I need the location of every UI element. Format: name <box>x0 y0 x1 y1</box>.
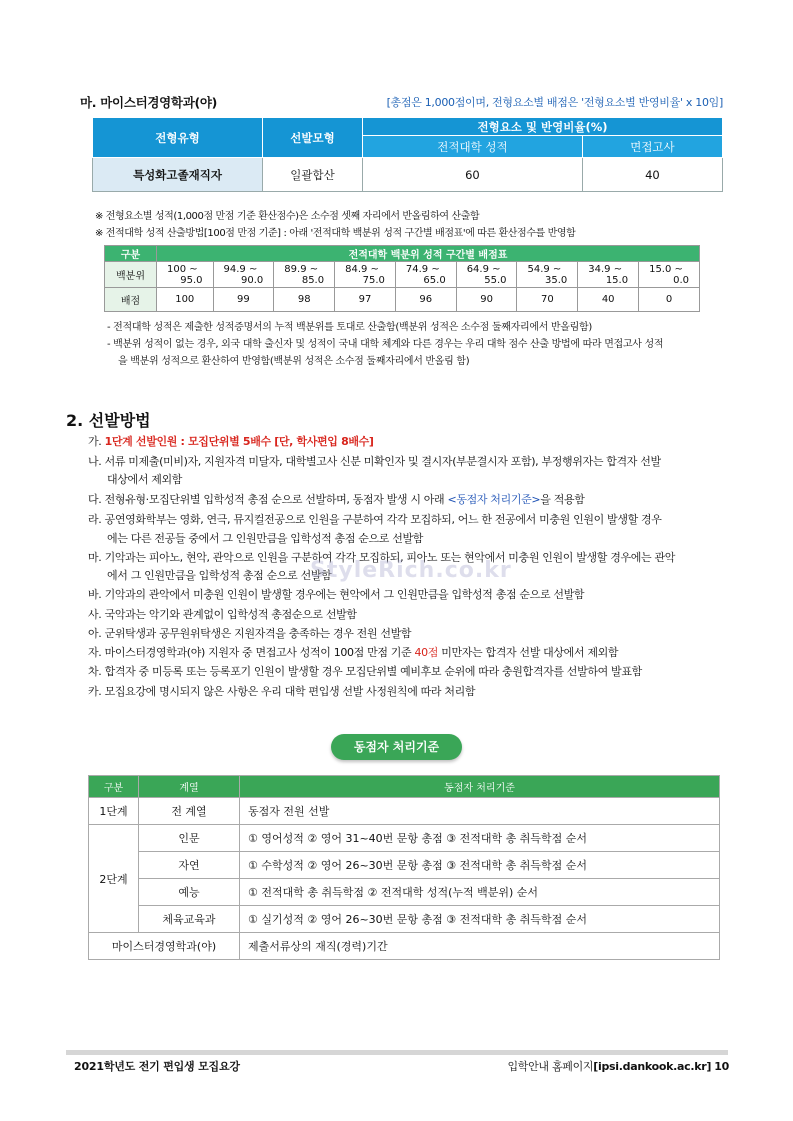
tie-rule: ① 실기성적 ② 영어 26~30번 문항 총점 ③ 전적대학 총 취득학점 순서 <box>240 906 720 933</box>
pct-score: 98 <box>274 288 335 312</box>
item-ra-cont: 에는 다른 전공들 중에서 그 인원만큼을 입학성적 총점 순으로 선발함 <box>107 532 424 545</box>
pct-range: 94.9 ~ 90.0 <box>213 262 274 288</box>
pct-range: 34.9 ~ 15.0 <box>578 262 639 288</box>
item-cha: 차. 합격자 중 미등록 또는 등록포기 인원이 발생할 경우 모집단위별 예비후보 순위에 따라 충원합격자를 선발하여 발표함 <box>88 665 642 678</box>
tie-rule-link[interactable]: <동점자 처리기준> <box>447 493 541 506</box>
page-number: 10 <box>714 1060 729 1073</box>
item-na-cont: 대상에서 제외함 <box>107 473 183 486</box>
tie-rule-badge: 동점자 처리기준 <box>331 734 462 760</box>
footer-divider <box>66 1050 728 1055</box>
pct-range: 15.0 ~ 0.0 <box>639 262 700 288</box>
note-calc-method: ※ 전적대학 성적 산출방법[100점 만점 기준] : 아래 '전적대학 백분위 성적 구간별 배점표'에 따른 환산점수를 반영함 <box>95 228 576 239</box>
tie-field: 예능 <box>139 879 240 906</box>
tie-stage: 1단계 <box>89 798 139 825</box>
interview-cutoff: 40점 <box>414 646 439 659</box>
item-ja: 자. 마이스터경영학과(야) 지원자 중 면접고사 성적이 100점 만점 기준 40점 미만자는 합격자 선발 대상에서 제외함 <box>88 646 619 659</box>
pct-score: 90 <box>456 288 517 312</box>
tie-header-gubun: 구분 <box>89 776 139 798</box>
score-table <box>92 117 723 192</box>
header-univ-grade: 전적대학 성적 <box>363 136 583 158</box>
header-model: 선발모형 <box>263 118 363 158</box>
item-da: 다. 전형유형·모집단위별 입학성적 총점 순으로 선발하며, 동점자 발생 시 아래 <동점자 처리기준>을 적용함 <box>88 493 585 506</box>
section-title-selection: 2. 선발방법 <box>66 411 151 430</box>
pct-score: 100 <box>157 288 214 312</box>
tie-rule: ① 전적대학 총 취득학점 ② 전적대학 성적(누적 백분위) 순서 <box>240 879 720 906</box>
table-row <box>89 852 720 879</box>
tie-rule: ① 영어성적 ② 영어 31~40번 문항 총점 ③ 전적대학 총 취득학점 순서 <box>240 825 720 852</box>
dash-note-2: - 백분위 성적이 없는 경우, 외국 대학 출신자 및 성적이 국내 대학 체계와 다른 경우는 우리 대학 점수 산출 방법에 따라 면접고사 성적 <box>107 339 664 350</box>
tie-field: 체육교육과 <box>139 906 240 933</box>
first-stage-quota: 1단계 선발인원 : 모집단위별 5배수 [단, 학사편입 8배수] <box>104 435 374 448</box>
pct-range: 84.9 ~ 75.0 <box>335 262 396 288</box>
pct-row-label: 백분위 <box>105 262 157 288</box>
tie-rule: 제출서류상의 재직(경력)기간 <box>240 933 720 960</box>
table-row <box>89 933 720 960</box>
section-title-meister: 마. 마이스터경영학과(야) <box>80 95 218 110</box>
pct-range: 89.9 ~ 85.0 <box>274 262 335 288</box>
header-interview: 면접고사 <box>582 136 722 158</box>
item-na: 나. 서류 미제출(미비)자, 지원자격 미달자, 대학별고사 신분 미확인자 및 결시자(부분결시자 포함), 부정행위자는 합격자 선발 <box>88 455 661 468</box>
header-elements: 전형요소 및 반영비율(%) <box>363 118 723 136</box>
item-ma: 마. 기악과는 피아노, 현악, 관악으로 인원을 구분하여 각각 모집하되, 피아노 또는 현악에서 미충원 인원이 발생할 경우에는 관악 <box>88 551 676 564</box>
pct-range: 74.9 ~ 65.0 <box>395 262 456 288</box>
tie-field-meister: 마이스터경영학과(야) <box>89 933 240 960</box>
pct-range: 64.9 ~ 55.0 <box>456 262 517 288</box>
tie-header-criteria: 동점자 처리기준 <box>240 776 720 798</box>
cell-interview: 40 <box>582 158 722 192</box>
cell-univ-grade: 60 <box>363 158 583 192</box>
pct-range-row <box>105 262 700 288</box>
footer-title: 2021학년도 전기 편입생 모집요강 <box>74 1060 240 1073</box>
tie-header-field: 계열 <box>139 776 240 798</box>
tie-field: 자연 <box>139 852 240 879</box>
footer-homepage: 입학안내 홈페이지[ipsi.dankook.ac.kr] 10 <box>507 1060 729 1073</box>
item-a: 아. 군위탁생과 공무원위탁생은 지원자격을 충족하는 경우 전원 선발함 <box>88 627 412 640</box>
item-ga: 가. 1단계 선발인원 : 모집단위별 5배수 [단, 학사편입 8배수] <box>88 435 374 448</box>
table-row <box>89 825 720 852</box>
score-note: [총점은 1,000점이며, 전형요소별 배점은 '전형요소별 반영비율' x 10임] <box>386 96 723 109</box>
pct-range: 100 ~ 95.0 <box>157 262 214 288</box>
dash-note-3: 을 백분위 성적으로 환산하여 반영함(백분위 성적은 소수점 둘째자리에서 반올림 함) <box>118 356 470 367</box>
tie-rule: ① 수학성적 ② 영어 26~30번 문항 총점 ③ 전적대학 총 취득학점 순서 <box>240 852 720 879</box>
pct-row-label: 배점 <box>105 288 157 312</box>
pct-header-label: 구분 <box>105 246 157 262</box>
pct-score: 99 <box>213 288 274 312</box>
pct-score: 0 <box>639 288 700 312</box>
header-type: 전형유형 <box>93 118 263 158</box>
tie-field: 인문 <box>139 825 240 852</box>
pct-range: 54.9 ~ 35.0 <box>517 262 578 288</box>
tie-rule: 동점자 전원 선발 <box>240 798 720 825</box>
item-sa: 사. 국악과는 악기와 관계없이 입학성적 총점순으로 선발함 <box>88 608 357 621</box>
pct-header-title: 전적대학 백분위 성적 구간별 배점표 <box>157 246 700 262</box>
homepage-link[interactable]: [ipsi.dankook.ac.kr] <box>593 1060 712 1073</box>
tie-field: 전 계열 <box>139 798 240 825</box>
cell-model: 일괄합산 <box>263 158 363 192</box>
percentile-table <box>104 245 700 312</box>
item-ma-cont: 에서 그 인원만큼을 입학성적 총점 순으로 선발함 <box>107 569 332 582</box>
pct-score-row <box>105 288 700 312</box>
item-ra: 라. 공연영화학부는 영화, 연극, 뮤지컬전공으로 인원을 구분하여 각각 모집하되, 어느 한 전공에서 미충원 인원이 발생할 경우 <box>88 513 662 526</box>
pct-score: 97 <box>335 288 396 312</box>
pct-score: 40 <box>578 288 639 312</box>
table-row <box>89 798 720 825</box>
tie-stage: 2단계 <box>89 825 139 933</box>
table-row <box>89 906 720 933</box>
pct-score: 70 <box>517 288 578 312</box>
cell-type: 특성화고졸재직자 <box>93 158 263 192</box>
item-ba: 바. 기악과의 관악에서 미충원 인원이 발생할 경우에는 현악에서 그 인원만큼을 입학성적 총점 순으로 선발함 <box>88 588 585 601</box>
table-row <box>89 879 720 906</box>
tie-rule-table <box>88 775 720 960</box>
watermark: StyleRich.co.kr <box>310 558 512 583</box>
item-ka: 카. 모집요강에 명시되지 않은 사항은 우리 대학 편입생 선발 사정원칙에 따라 처리함 <box>88 685 476 698</box>
note-rounding: ※ 전형요소별 성적(1,000점 만점 기준 환산점수)은 소수점 셋째 자리에서 반올림하여 산출함 <box>95 211 480 222</box>
dash-note-1: - 전적대학 성적은 제출한 성적증명서의 누적 백분위를 토대로 산출함(백분위 성적은 소수점 둘째자리에서 반올림함) <box>107 322 592 333</box>
pct-score: 96 <box>395 288 456 312</box>
